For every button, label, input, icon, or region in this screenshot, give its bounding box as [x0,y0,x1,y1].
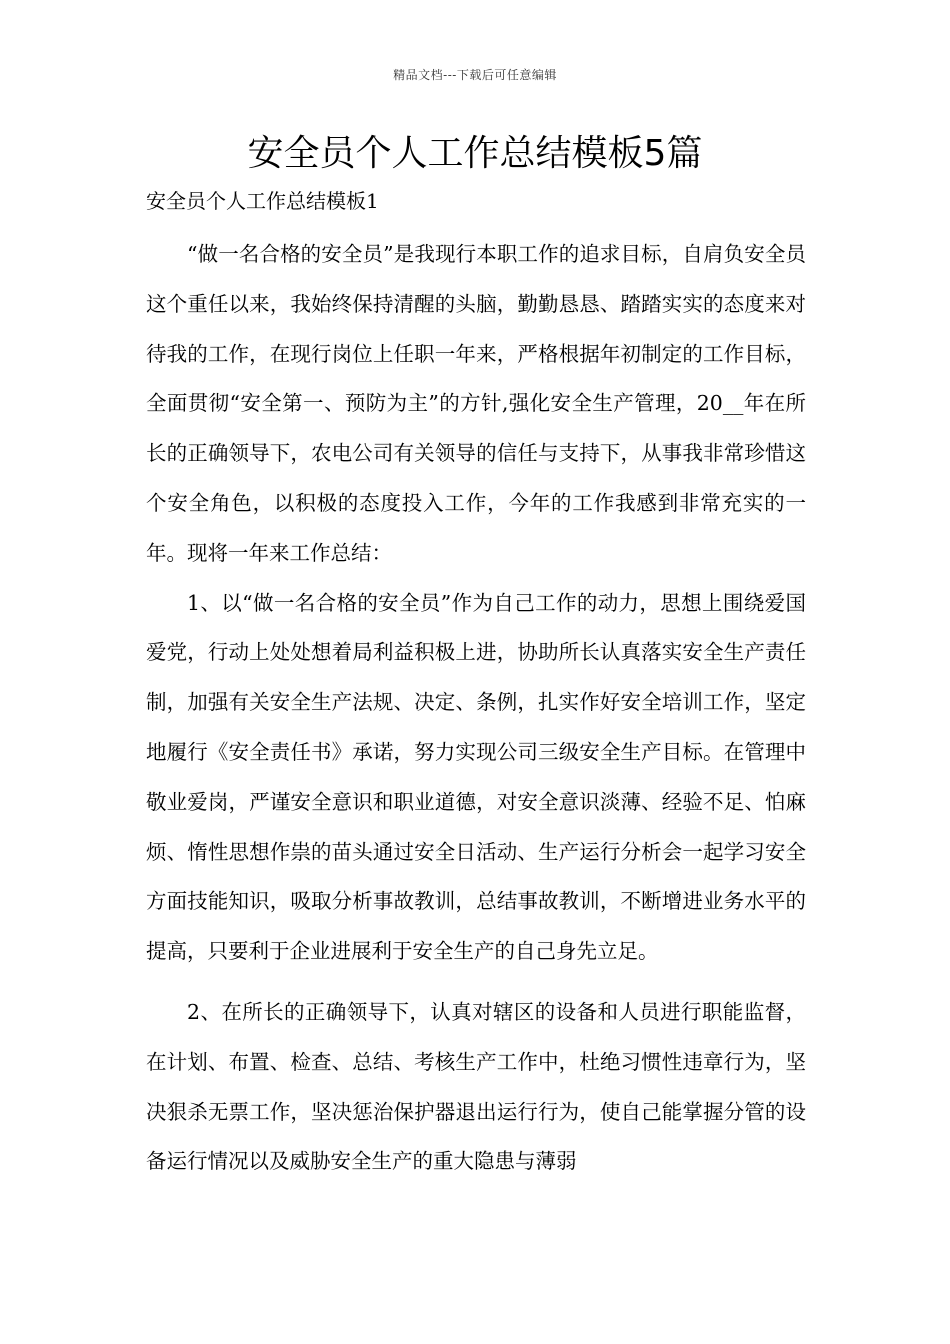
paragraph-point-2: 2、在所长的正确领导下，认真对辖区的设备和人员进行职能监督，在计划、布置、检查、总结、考核生产工作中，杜绝习惯性违章行为，坚决狠杀无票工作，坚决惩治保护器退出运行行为，使自己能掌握分管的设备运行情况以及威胁安全生产的重大隐患与薄弱 [146,999,806,1174]
section-subtitle: 安全员个人工作总结模板1 [146,189,379,213]
header-note: 精品文档---下载后可任意编辑 [393,68,557,82]
paragraph-point-1: 1、以“做一名合格的安全员”作为自己工作的动力，思想上围绕爱国爱党，行动上处处想着局利益积极上进，协助所长认真落实安全生产责任制，加强有关安全生产法规、决定、条例，扎实作好安全培训工作，坚定地履行《安全责任书》承诺，努力实现公司三级安全生产目标。在管理中敬业爱岗，严谨安全意识和职业道德，对安全意识淡薄、经验不足、怕麻烦、惰性思想作祟的苗头通过安全日活动、生产运行分析会一起学习安全方面技能知识，吸取分析事故教训，总结事故教训，不断增进业务水平的提高，只要利于企业进展利于安全生产的自己身先立足。 [146,590,806,964]
document-title: 安全员个人工作总结模板5篇 [247,133,703,174]
paragraph-intro: “做一名合格的安全员”是我现行本职工作的追求目标，自肩负安全员这个重任以来，我始终保持清醒的头脑，勤勤恳恳、踏踏实实的态度来对待我的工作，在现行岗位上任职一年来，严格根据年初制定的工作目标，全面贯彻“安全第一、预防为主”的方针,强化安全生产管理，20__年在所长的正确领导下，农电公司有关领导的信任与支持下，从事我非常珍惜这个安全角色，以积极的态度投入工作，今年的工作我感到非常充实的一年。现将一年来工作总结： [146,242,806,565]
document-body [146,230,806,1187]
